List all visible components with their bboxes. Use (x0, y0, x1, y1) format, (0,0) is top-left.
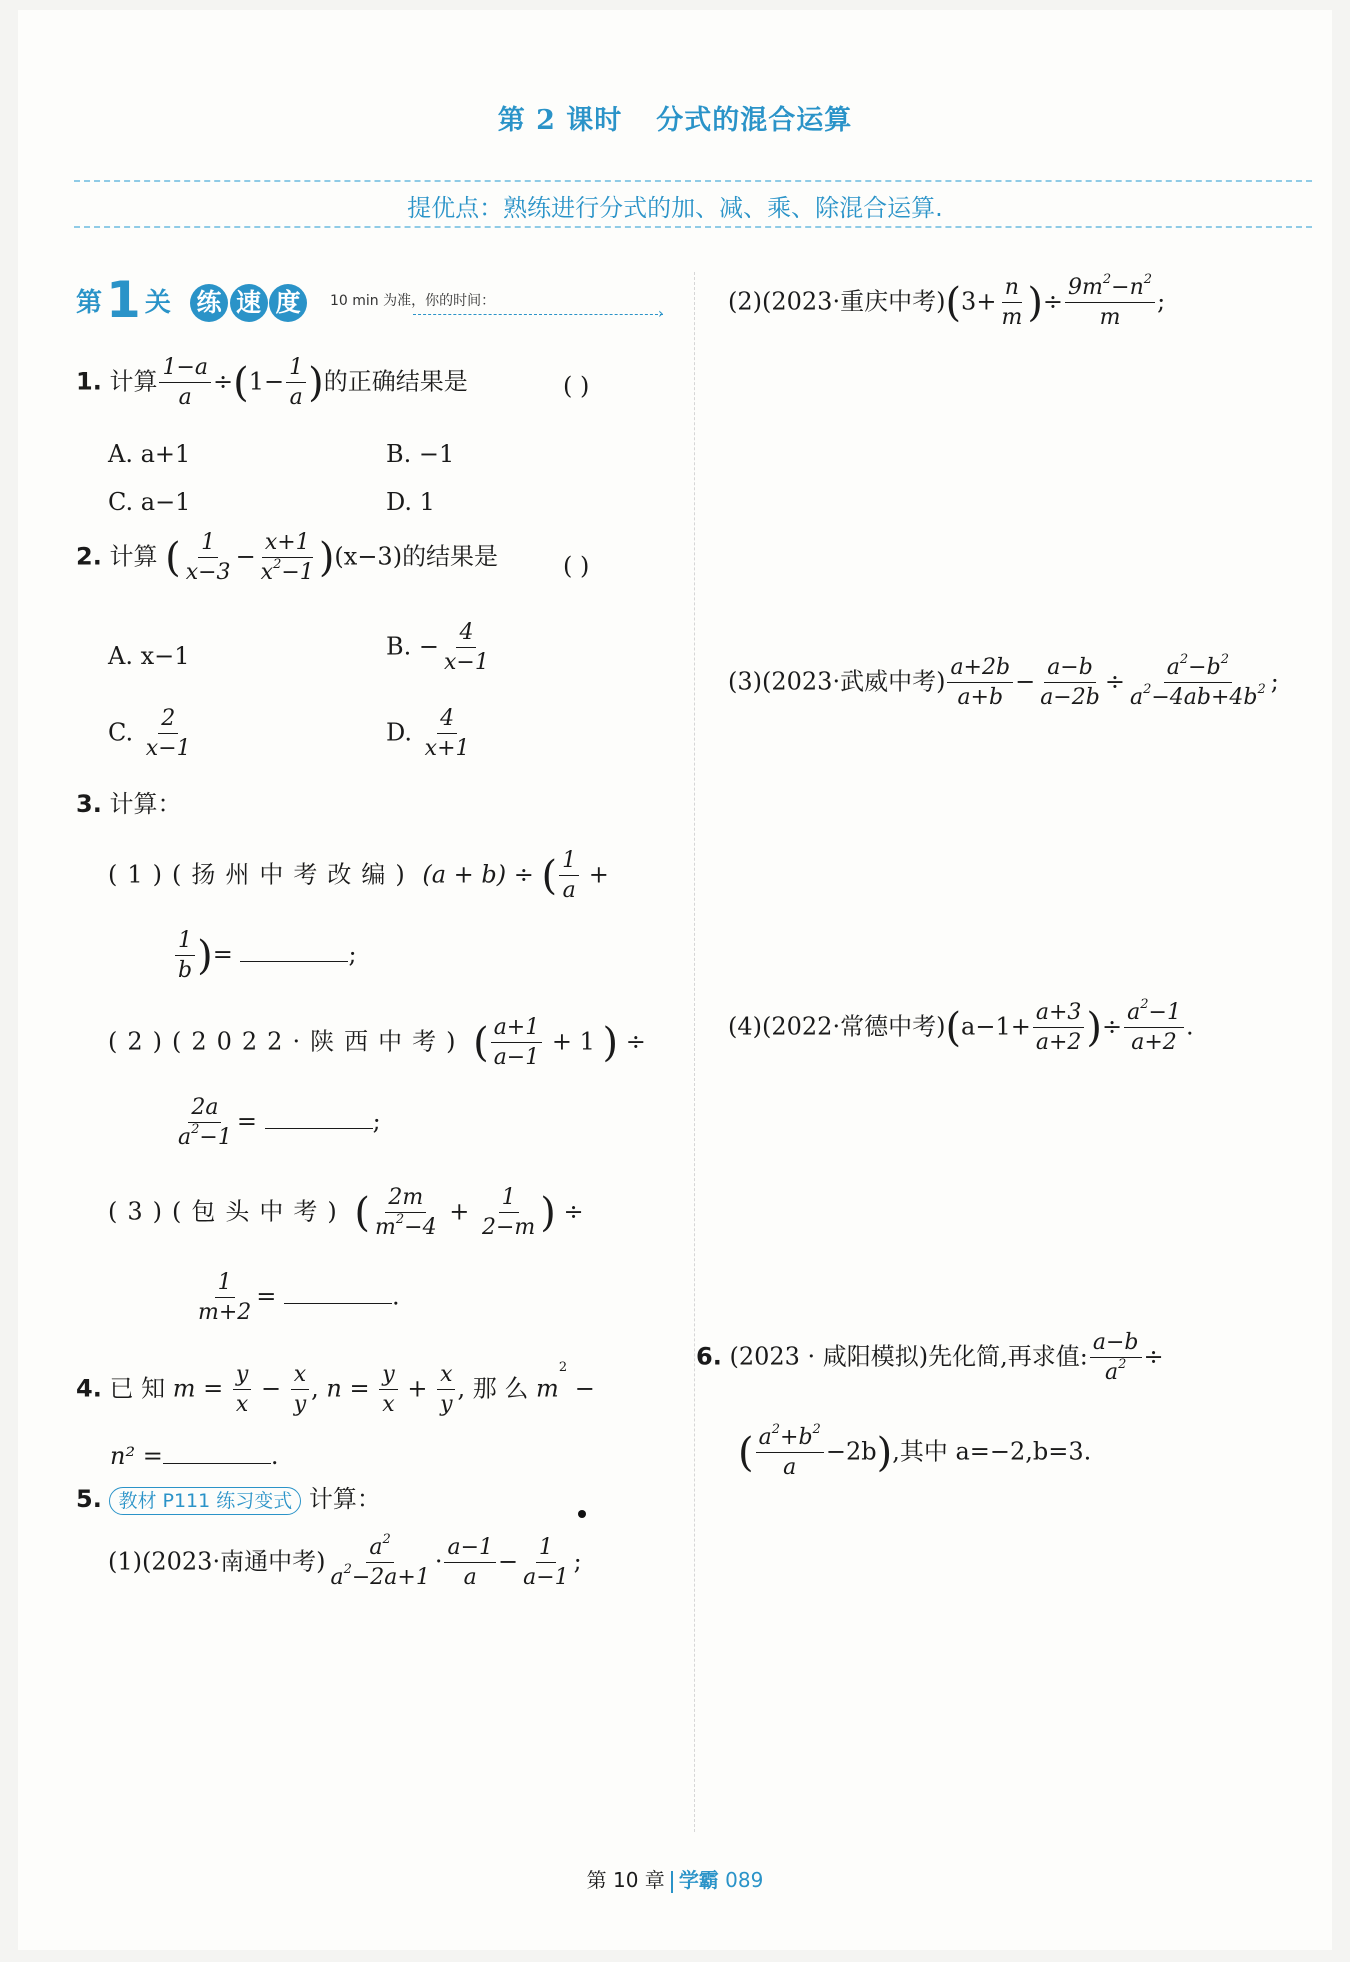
level-guan: 关 (144, 288, 171, 318)
question-lead: 计算： (308, 1485, 381, 1513)
level-di: 第 (76, 288, 103, 318)
answer-blank[interactable] (284, 1303, 392, 1304)
timer-line (413, 314, 663, 315)
q6-condition: ,其中 a=−2,b=3. (892, 1437, 1092, 1466)
question-number: 1. (76, 367, 102, 396)
question-number: 2. (76, 542, 102, 571)
question-3 (76, 790, 181, 819)
level-header (76, 265, 307, 329)
q3-part-2: (2)(2022·陕西中考) ( $\frac{a+1}{a-1}$ + 1 ) ÷ (108, 1015, 646, 1071)
answer-paren-2[interactable]: ( ) (563, 552, 590, 580)
answer-blank[interactable] (265, 1128, 373, 1129)
question-1: 1. 计算 $\frac{1-a}{a}$ ÷(1− $\frac{1}{a}$ )的正确结果是 (76, 355, 468, 411)
tip-banner: 提优点：熟练进行分式的加、减、乘、除混合运算. (407, 194, 943, 222)
arrow-right-icon: › (658, 306, 664, 322)
part-tag: (3)(包头中考) (108, 1197, 347, 1226)
footer-brand: 学霸 (678, 1868, 719, 1892)
part-tag: (3)(2023·武威中考) (728, 667, 946, 696)
option-d-label: D. (386, 718, 413, 747)
option-c-label: C. (108, 718, 134, 747)
question-number: 4. (76, 1374, 102, 1403)
part-tag: (2)(2022·陕西中考) (108, 1027, 466, 1056)
q6-cont: ( $\frac{a^2+b^2}{a}$ −2b),其中 a=−2,b=3. (738, 1422, 1092, 1481)
option-d: D. 1 (386, 488, 435, 516)
q3-part-1: (1)(扬州中考改编) (a + b) ÷ ( $\frac{1}{a}$ + (108, 848, 609, 904)
badge-du: 度 (269, 284, 307, 322)
option-a: A. a+1 (108, 440, 191, 468)
q5-part-1: (1)(2023·南通中考) $\frac{a^2}{a^2-2a+1}$ · $\frac{a-1}{a}$ − $\frac{1}{a-1}$ ; (108, 1532, 582, 1591)
timer-label: 10 min 为准，你的时间： (330, 293, 496, 309)
divider-top (74, 180, 1312, 182)
option-b: B. −1 (386, 440, 455, 468)
textbook-badge: 教材 P111 练习变式 (109, 1487, 301, 1515)
q4-tail: n² = (110, 1442, 163, 1470)
option-b-label: B. − (386, 632, 440, 661)
question-mid: (x−3) (334, 542, 403, 571)
q4-text2: 那 么 (472, 1374, 529, 1403)
worksheet-page (18, 10, 1332, 1950)
q4-cont: n² = . (110, 1442, 279, 1470)
question-lead: 计算 (109, 367, 158, 396)
question-tail: 的正确结果是 (323, 367, 468, 396)
badge-lian: 练 (190, 284, 228, 322)
question-number: 3. (76, 790, 102, 818)
q3-part-1-cont: $\frac{1}{b}$ )= ; (173, 928, 357, 984)
q5-part-2: (2)(2023·重庆中考)(3+ $\frac{n}{m}$ )÷ $\frac{9m^2-n^2}{m}$ ; (728, 272, 1166, 331)
part-tag: (2)(2023·重庆中考) (728, 287, 946, 316)
option-c: C. $\frac{2}{x-1}$ (108, 706, 191, 762)
divider-bottom (74, 226, 1312, 228)
q5-part-4: (4)(2022·常德中考)(a−1+ $\frac{a+3}{a+2}$ )÷ $\frac{a^2-1}{a+2}$ . (728, 997, 1194, 1056)
q4-text1: 已 知 (109, 1374, 166, 1403)
part-tag: (1)(扬州中考改编) (108, 860, 415, 889)
page-footer (18, 1864, 1332, 1893)
level-number: 1 (106, 271, 141, 329)
question-number: 6. (696, 1342, 722, 1371)
page-number: 089 (725, 1868, 764, 1892)
answer-blank[interactable] (163, 1463, 271, 1464)
answer-paren-1[interactable]: ( ) (563, 372, 590, 400)
option-d: D. $\frac{4}{x+1}$ (386, 706, 470, 762)
footer-chapter: 第 10 章 (586, 1868, 665, 1892)
part-tag: (4)(2022·常德中考) (728, 1012, 946, 1041)
question-text: (2023 · 咸阳模拟)先化简,再求值: (729, 1342, 1088, 1371)
answer-blank[interactable] (240, 961, 348, 962)
question-5 (76, 1485, 381, 1515)
dot-mark (578, 1510, 586, 1518)
question-6: 6. (2023 · 咸阳模拟)先化简,再求值: $\frac{a-b}{a^2}$ ÷ (696, 1330, 1164, 1386)
question-lead: 计算： (109, 790, 182, 818)
option-a: A. x−1 (108, 642, 190, 670)
part-tag: (1)(2023·南通中考) (108, 1547, 326, 1576)
question-lead: 计算 (109, 542, 158, 571)
column-divider (694, 272, 695, 1832)
q5-part-3: (3)(2023·武威中考) $\frac{a+2b}{a+b}$ − $\frac{a-b}{a-2b}$ ÷ $\frac{a^2-b^2}{a^2-4ab+4b^2}$ ; (728, 652, 1279, 711)
badge-su: 速 (230, 284, 268, 322)
option-b: B. − $\frac{4}{x-1}$ (386, 620, 489, 676)
question-tail: 的结果是 (402, 542, 499, 571)
lesson-title: 分式的混合运算 (656, 105, 853, 136)
page-title (18, 98, 1332, 137)
q3-part-3-cont: $\frac{1}{m+2}$ = . (198, 1270, 400, 1326)
option-c: C. a−1 (108, 488, 191, 516)
footer-separator (671, 1871, 673, 1893)
q3-part-2-cont: $\frac{2a}{a^2-1}$ = ; (178, 1095, 381, 1151)
question-2: 2. 计算 ( $\frac{1}{x-3}$ − $\frac{x+1}{x^2-1}$ )(x−3)的结果是 (76, 530, 499, 586)
question-number: 5. (76, 1485, 102, 1513)
question-4: 4. 已 知 m = $\frac{y}{x}$ − $\frac{x}{y}$ , n = $\frac{y}{x}$ + $\frac{x}{y}$ , 那 么 $m^2$ − (76, 1360, 595, 1418)
q3-part-3: (3)(包头中考) ( $\frac{2m}{m^2-4}$ + $\frac{1}{2-m}$ ) ÷ (108, 1185, 584, 1241)
lesson-label: 第 2 课时 (497, 105, 623, 136)
